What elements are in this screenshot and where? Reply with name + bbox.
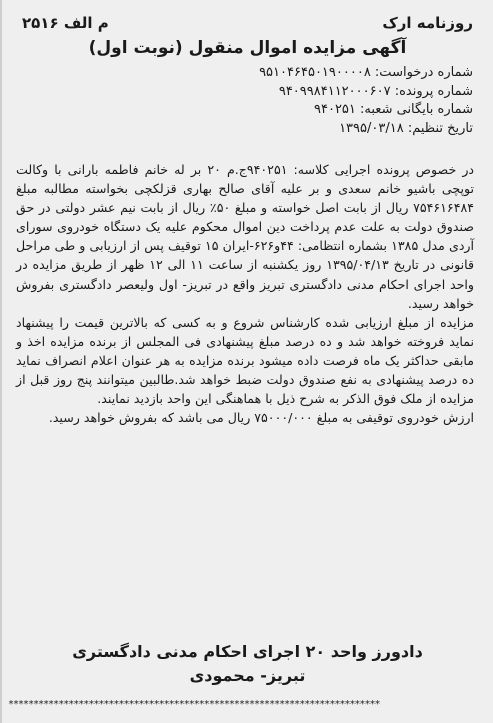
notice-meta bbox=[22, 64, 473, 138]
body-paragraph-1: در خصوص پرونده اجرایی کلاسه: ۹۴۰۲۵۱ج.م ۲۰ بر له خانم فاطمه بارانی با وکالت توپچی باشیو خانم سعدی و بر علیه آقای صالح بهاری قزلکچی بخواسته مطالبه مبلغ ۷۵۴۶۱۶۴۸۴ ریال از بابت اصل خواسته و مبلغ ۵۰٪ ریال از بابت نیم عشر دولتی در حق صندوق دولت به علت عدم پرداخت دین اموال محکوم علیه یک دستگاه خودروی سورای آردی مدل ۱۳۸۵ بشماره انتظامی: ۴۴و۶۲۶-ایران ۱۵ توقیف پس از ارزیابی و طی مراحل قانونی در تاریخ ۱۳۹۵/۰۴/۱۳ روز یکشنبه از ساعت ۱۱ الی ۱۲ ظهر از طریق مزایده در واحد اجرای احکام مدنی دادگستری تبریز واقع در تبریز- اول ولیعصر دادگستری بفروش خواهد رسید. bbox=[16, 162, 475, 311]
signature-line-1: دادورز واحد ۲۰ اجرای احکام مدنی دادگستری bbox=[72, 642, 423, 661]
notice-code: م الف ۲۵۱۶ bbox=[22, 14, 109, 32]
notice-signature bbox=[12, 640, 483, 688]
notice-title: آگهی مزایده اموال منقول (نوبت اول) bbox=[88, 38, 407, 58]
header-row bbox=[22, 12, 473, 34]
newspaper-name: روزنامه ارک bbox=[382, 14, 473, 32]
case-number: شماره پرونده: ۹۴۰۹۹۸۴۱۱۲۰۰۰۶۰۷ bbox=[278, 83, 473, 99]
body-paragraph-2: مزایده از مبلغ ارزیابی شده کارشناس شروع و به کسی که بالاترین قیمت را پیشنهاد نماید فروخته خواهد شد و ده درصد مبلغ پیشنهادی فی المجلس از برنده مزایده اخذ و مابقی حداکثر یک ماه فرصت داده میشود برنده مزایده به هر عنوان اعلام انصراف نماید ده درصد پیشنهادی به نفع صندوق دولت ضبط خواهد شد.طالبین میتوانند پنج روز قبل از مزایده از ملک فوق الذکر به شرح ذیل با هماهنگی این واحد بازدید نمایند. bbox=[16, 314, 474, 407]
star-separator: ************************************************************************** bbox=[8, 700, 380, 710]
signature-line-2: تبریز- محمودی bbox=[189, 666, 306, 685]
notice-body bbox=[16, 160, 474, 427]
issue-date: تاریخ تنظیم: ۱۳۹۵/۰۳/۱۸ bbox=[339, 120, 473, 136]
request-number: شماره درخواست: ۹۵۱۰۴۶۴۵۰۱۹۰۰۰۰۸ bbox=[259, 65, 473, 80]
body-paragraph-3: ارزش خودروی توقیفی به مبلغ ۷۵۰۰۰/۰۰۰ ریال می باشد که بفروش خواهد رسید. bbox=[48, 410, 474, 426]
archive-number: شماره بایگانی شعبه: ۹۴۰۲۵۱ bbox=[314, 102, 473, 117]
